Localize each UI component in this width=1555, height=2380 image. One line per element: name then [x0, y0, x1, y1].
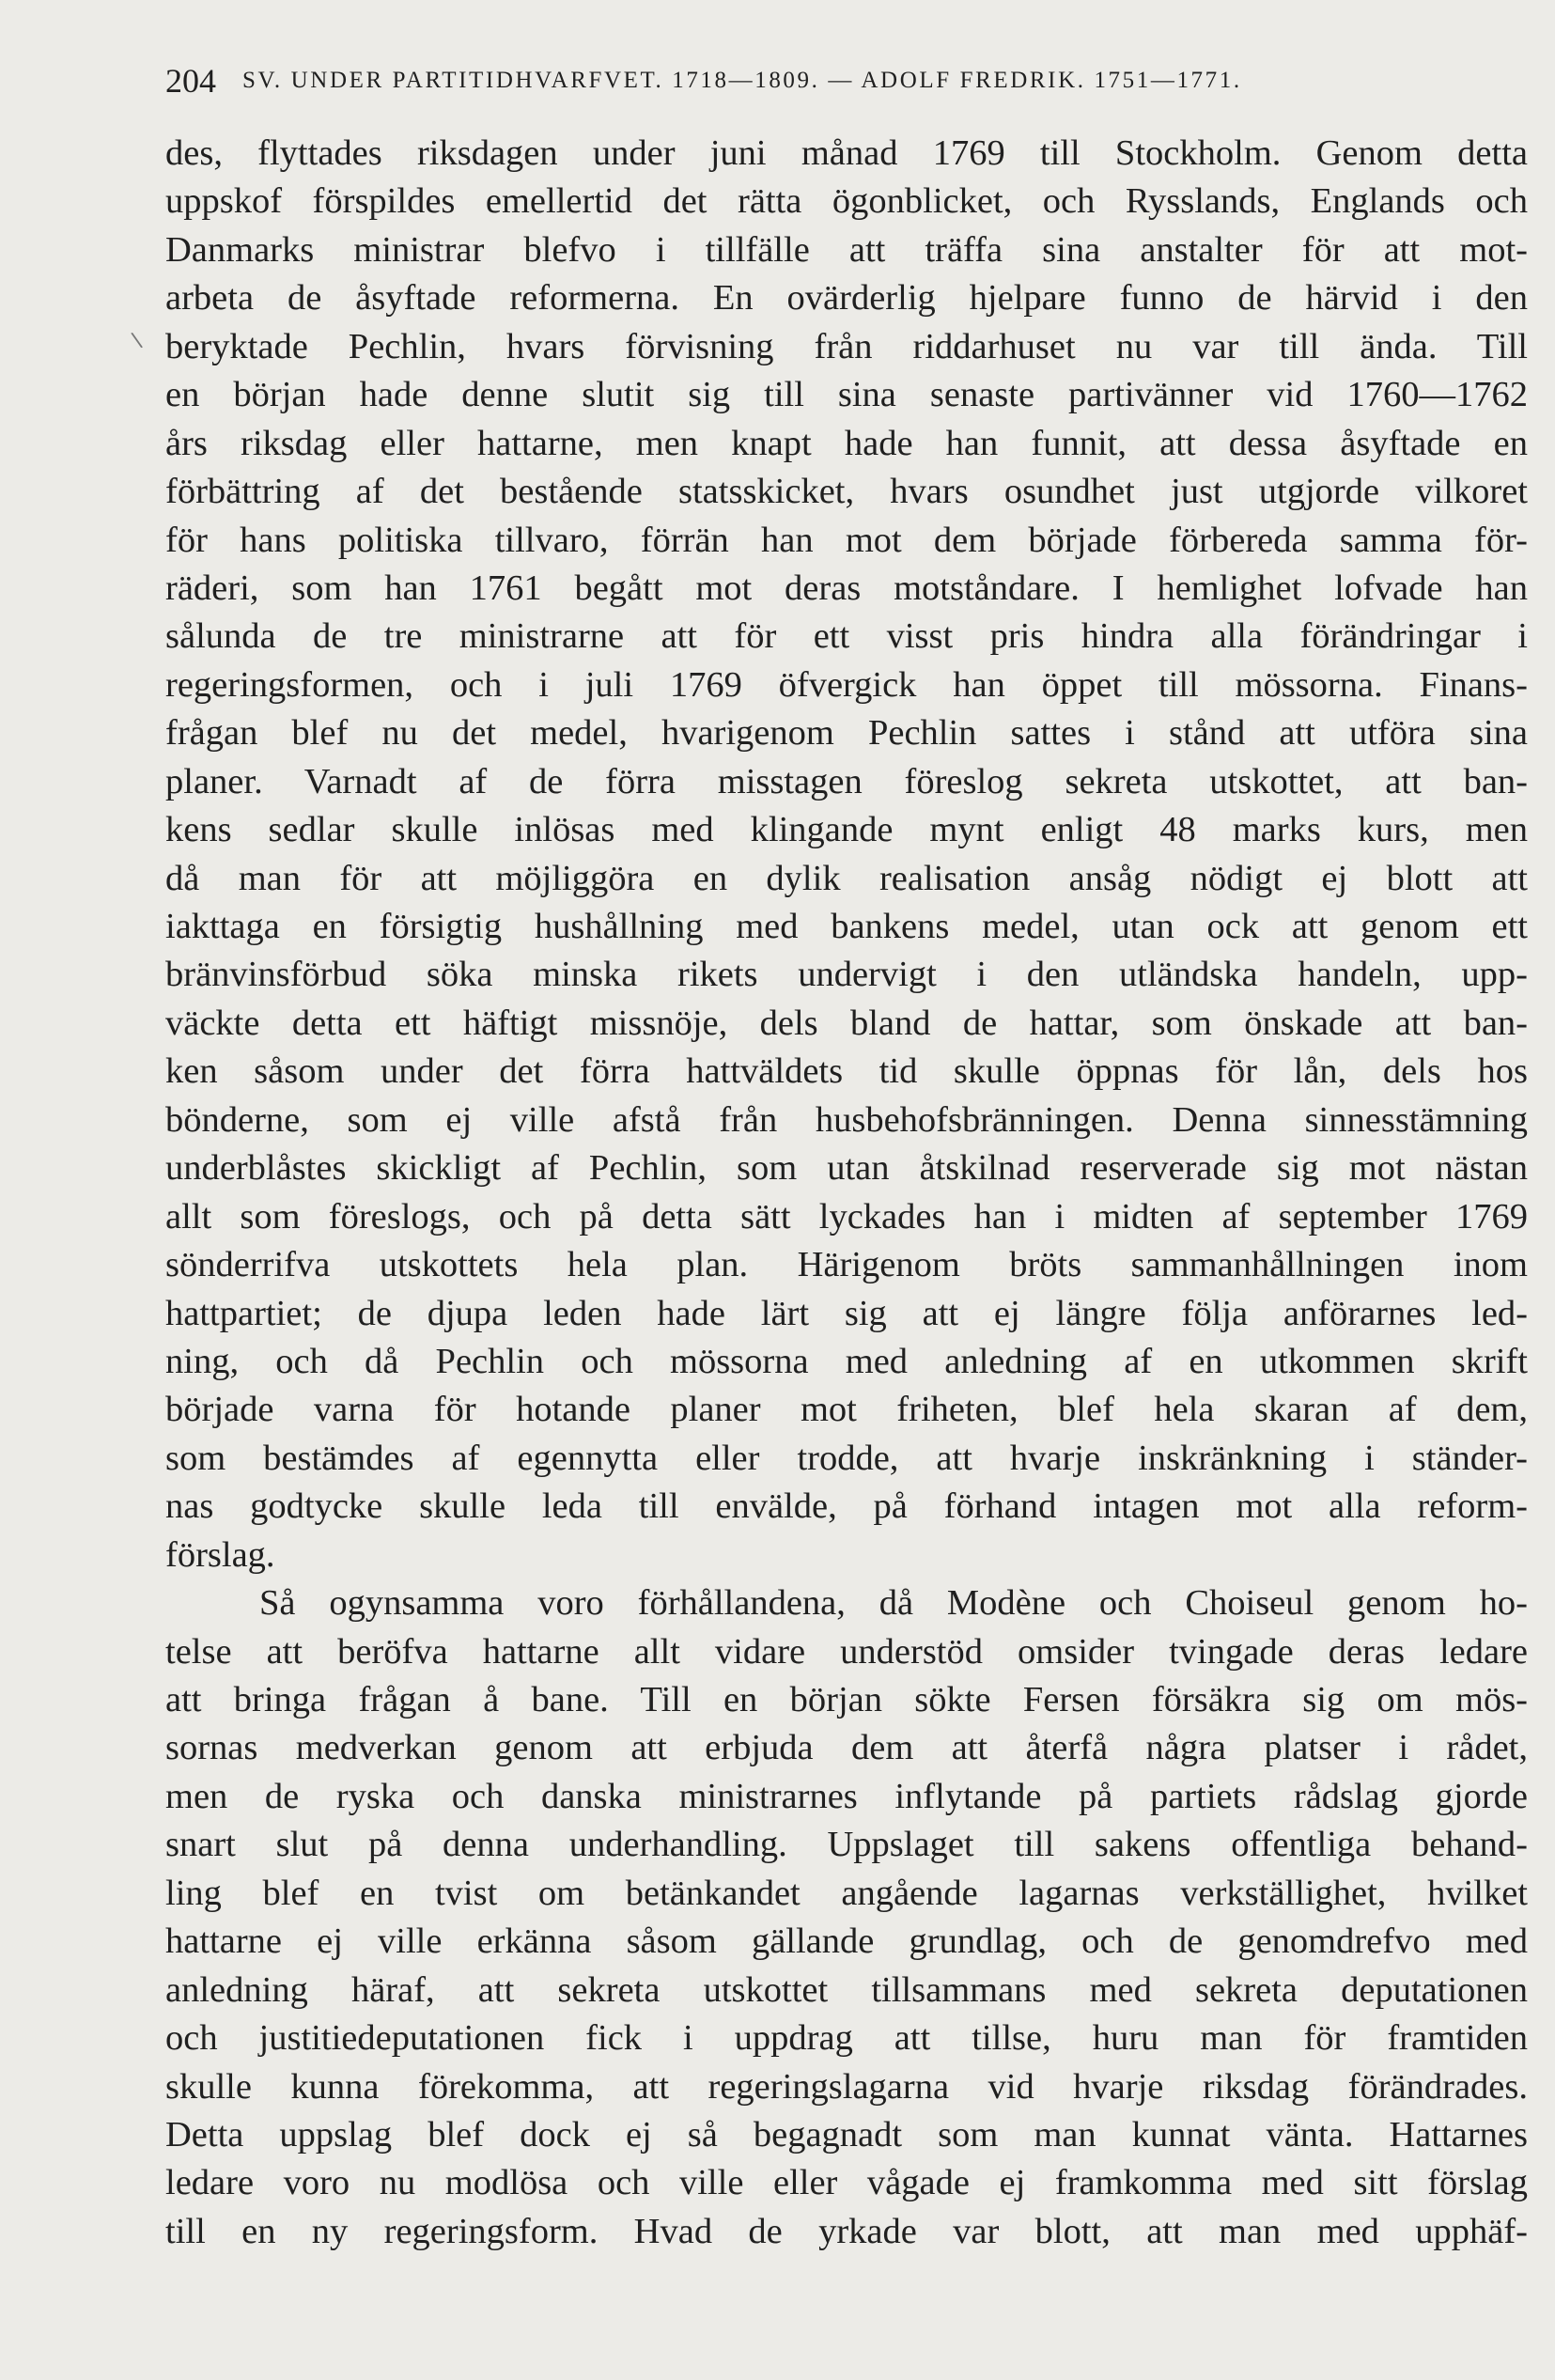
text-line: underblåstes skickligt af Pechlin, som utan åtskilnad reserverade sig mot nästan: [165, 1148, 1528, 1189]
running-head: [165, 54, 1533, 107]
text-line: ledare voro nu modlösa och ville eller vågade ej framkomma med sitt förslag: [165, 2163, 1528, 2203]
text-line: bränvinsförbud söka minska rikets undervigt i den utländska handeln, upp-: [165, 955, 1528, 995]
text-line: räderi, som han 1761 begått mot deras motståndare. I hemlighet lofvade han: [165, 568, 1528, 608]
text-line: regeringsformen, och i juli 1769 öfvergick han öppet till mössorna. Finans-: [165, 664, 1528, 705]
text-line: ken såsom under det förra hattväldets tid skulle öppnas för lån, dels hos: [165, 1051, 1528, 1092]
text-line: Detta uppslag blef dock ej så begagnadt som man kunnat vänta. Hattarnes: [165, 2114, 1528, 2154]
margin-mark: \: [130, 328, 145, 353]
text-line: hattpartiet; de djupa leden hade lärt sig att ej längre följa anförarnes led-: [165, 1293, 1528, 1333]
paragraph-start-line: Så ogynsamma voro förhållandena, då Modène och Choiseul genom ho-: [259, 1583, 1528, 1624]
paragraph-end-line: förslag.: [165, 1534, 275, 1575]
text-line: ning, och då Pechlin och mössorna med anledning af en utkommen skrift: [165, 1341, 1528, 1381]
text-line: ling blef en tvist om betänkandet angående lagarnas verkställighet, hvilket: [165, 1873, 1528, 1913]
text-line: arbeta de åsyftade reformerna. En ovärderlig hjelpare funno de härvid i den: [165, 278, 1528, 319]
body-text: [165, 130, 1528, 2256]
text-line: sornas medverkan genom att erbjuda dem att återfå några platser i rådet,: [165, 1728, 1528, 1768]
text-line: allt som föreslogs, och på detta sätt lyckades han i midten af september 1769: [165, 1196, 1528, 1237]
text-line: att bringa frågan å bane. Till en början sökte Fersen försäkra sig om mös-: [165, 1680, 1528, 1719]
text-line: förbättring af det bestående statsskicket, hvars osundhet just utgjorde vilkoret: [165, 472, 1528, 512]
text-line: till en ny regeringsform. Hvad de yrkade var blott, att man med upphäf-: [165, 2211, 1528, 2251]
text-line: skulle kunna förekomma, att regeringslagarna vid hvarje riksdag förändrades.: [165, 2066, 1528, 2107]
text-line: då man för att möjliggöra en dylik realisation ansåg nödigt ej blott att: [165, 858, 1528, 898]
text-line: kens sedlar skulle inlösas med klingande mynt enligt 48 marks kurs, men: [165, 810, 1528, 850]
text-line: och justitiedeputationen fick i uppdrag att tillse, huru man för framtiden: [165, 2018, 1528, 2059]
text-line: frågan blef nu det medel, hvarigenom Pechlin sattes i stånd att utföra sina: [165, 713, 1528, 754]
text-line: hattarne ej ville erkänna såsom gällande grundlag, och de genomdrefvo med: [165, 1921, 1528, 1962]
text-line: sålunda de tre ministrarne att för ett visst pris hindra alla förändringar i: [165, 616, 1528, 657]
text-line: års riksdag eller hattarne, men knapt hade han funnit, att dessa åsyftade en: [165, 423, 1528, 463]
text-line: för hans politiska tillvaro, förrän han mot dem började förbereda samma för-: [165, 520, 1528, 560]
text-line: väckte detta ett häftigt missnöje, dels bland de hattar, som önskade att ban-: [165, 1003, 1528, 1043]
text-line: men de ryska och danska ministrarnes inflytande på partiets rådslag gjorde: [165, 1776, 1528, 1816]
text-line: anledning häraf, att sekreta utskottet tillsammans med sekreta deputationen: [165, 1969, 1528, 2010]
text-line: snart slut på denna underhandling. Uppslaget till sakens offentliga behand-: [165, 1825, 1528, 1865]
text-line: planer. Varnadt af de förra misstagen föreslog sekreta utskottet, att ban-: [165, 761, 1528, 801]
text-line: nas godtycke skulle leda till envälde, på förhand intagen mot alla reform-: [165, 1486, 1528, 1527]
text-line: iakttaga en försigtig hushållning med bankens medel, utan ock att genom ett: [165, 907, 1528, 946]
text-line: uppskof förspildes emellertid det rätta ögonblicket, och Rysslands, Englands och: [165, 181, 1528, 222]
text-line: som bestämdes af egennytta eller trodde, att hvarje inskränkning i ständer-: [165, 1438, 1528, 1478]
text-line: började varna för hotande planer mot friheten, blef hela skaran af dem,: [165, 1390, 1528, 1430]
text-line: en början hade denne slutit sig till sina senaste partivänner vid 1760—1762: [165, 375, 1528, 415]
text-line: bönderne, som ej ville afstå från husbehofsbränningen. Denna sinnesstämning: [165, 1099, 1528, 1140]
text-line: Danmarks ministrar blefvo i tillfälle att träffa sina anstalter för att mot-: [165, 229, 1528, 270]
text-line: des, flyttades riksdagen under juni månad 1769 till Stockholm. Genom detta: [165, 133, 1528, 173]
text-line: beryktade Pechlin, hvars förvisning från riddarhuset nu var till ända. Till: [165, 326, 1528, 366]
running-title: SV. UNDER PARTITIDHVARFVET. 1718—1809. — ADOLF FREDRIK. 1751—1771.: [242, 68, 1242, 93]
page-number: 204: [165, 62, 216, 100]
text-line: sönderrifva utskottets hela plan. Härigenom bröts sammanhållningen inom: [165, 1245, 1528, 1285]
text-line: telse att beröfva hattarne allt vidare understöd omsider tvingade deras ledare: [165, 1631, 1528, 1672]
